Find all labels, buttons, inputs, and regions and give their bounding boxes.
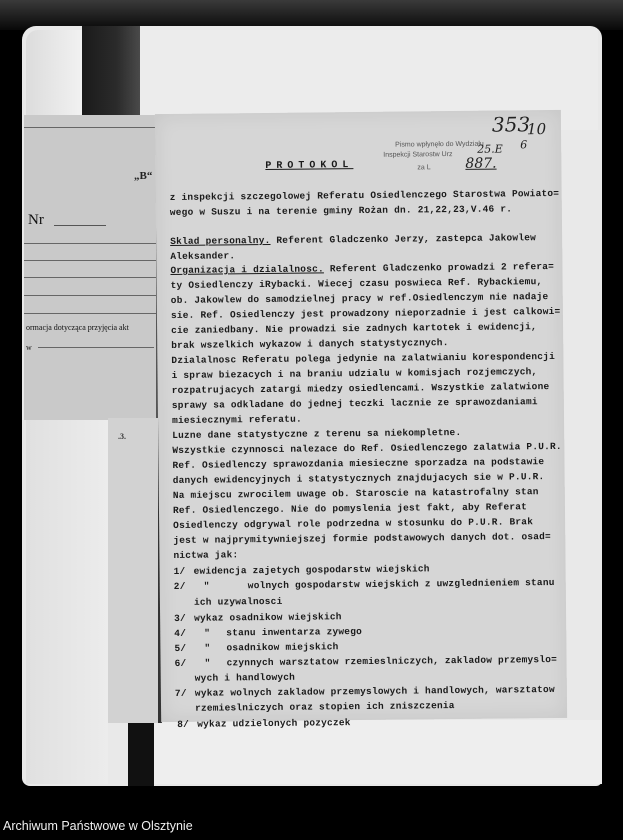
list-item-continuation: wych i handlowych — [194, 671, 296, 684]
list-item-text: osadnikow miejskich — [226, 641, 339, 654]
document-title: PROTOKOL — [265, 160, 354, 172]
list-item-continuation: rzemieslniczych oraz stopien ich zniszczenia — [194, 700, 455, 714]
stamp-line-3: za L — [417, 164, 431, 172]
card-rule — [24, 295, 156, 296]
list-item-number: 4/ — [174, 627, 187, 639]
section-text: Aleksander. — [170, 250, 236, 262]
stamp-date: 25.E — [477, 142, 503, 156]
stamp-line-2: Inspekcji Starostw Urz — [383, 151, 453, 159]
body-line: Ref. Osiedlenczego. Nie do pomyslenia jest fakt, aby Referat — [172, 501, 528, 516]
card-rule — [24, 243, 156, 244]
card-rule — [38, 347, 154, 348]
list-item-number: 3/ — [174, 612, 186, 624]
list-item-ditto: " — [204, 627, 211, 639]
card-rule — [24, 313, 156, 314]
scan-margin-left — [26, 30, 84, 115]
body-line: jest w najprymitywniejszej formie podstawowych danych dot. osad= — [173, 531, 552, 546]
stamp-year: 6 — [520, 138, 528, 152]
body-line: danych ewidencyjnych i statystycznych znajdujacych sie w P.U.R. — [172, 471, 545, 486]
body-line: rozpatrujacych zatargi miedzy osiedlencami. Wszystkie zalatwione — [171, 381, 550, 396]
folio-sub-number: 10 — [526, 120, 547, 139]
card-side-mark: .3. — [118, 432, 126, 441]
list-item-number: 5/ — [174, 642, 187, 654]
body-line: Luzne dane statystyczne z terenu sa niekompletne. — [172, 426, 462, 441]
list-item-ditto: " — [204, 657, 211, 669]
card-nr-label: Nr — [28, 212, 44, 228]
body-line: ty Osiedlenczy iRybacki. Wiecej czasu poswieca Ref. Rybackiemu, — [170, 276, 543, 291]
protocol-document — [155, 110, 567, 730]
list-item-number: 1/ — [173, 565, 186, 577]
body-line: miesiecznymi referatu. — [171, 413, 302, 426]
body-line: brak wszelkich wykazow i danych statystycznych. — [171, 337, 449, 351]
card-rule — [24, 277, 156, 278]
list-item-continuation: ich uzywalnosci — [193, 595, 283, 608]
body-line: cie zaniedbany. Nie prowadzi sie zadnych kartotek i ewidencji, — [171, 321, 537, 336]
body-line: Osiedlenczy odgrywal role podrzedna w stosunku do P.U.R. Brak — [173, 516, 534, 531]
section-text: Referent Gladczenko prowadzi 2 refera= — [323, 260, 555, 275]
card-rule — [24, 127, 156, 128]
intro-line: z inspekcji szczegolowej Referatu Osiedlenczego Starostwa Powiato= — [169, 187, 560, 203]
card-letter: „B“ — [134, 170, 153, 182]
archive-name: Archiwum Państwowe w Olsztynie — [3, 819, 193, 833]
index-card — [24, 115, 160, 420]
body-line: Na miejscu zwrocilem uwage ob. Staroscie na katastrofalny stan — [172, 486, 539, 501]
scan-margin-lower-left — [26, 418, 108, 784]
body-line: ob. Jakowlew do samodzielnej pracy w ref.Osiedlenczym nie nadaje — [170, 291, 549, 306]
intro-line: wego w Suszu i na terenie gminy Rożan dn. 21,22,23,V.46 r. — [169, 203, 513, 218]
card-w-label: w — [26, 343, 32, 352]
section-text: Referent Gladczenko Jerzy, zastepca Jakowlew — [270, 232, 537, 246]
list-item-text: wykaz osadnikow wiejskich — [194, 611, 342, 624]
list-item-text: wykaz wolnych zakladow przemyslowych i handlowych, warsztatow — [194, 683, 555, 699]
list-item-number: 7/ — [174, 687, 187, 699]
list-item-number: 2/ — [173, 580, 186, 592]
section-heading: Organizacja i dzialalnosc. — [170, 263, 324, 276]
list-item-text: stanu inwentarza zywego — [226, 626, 363, 639]
body-line: Ref. Osiedlenczy sprawozdania miesieczne sporzadza na podstawie — [172, 456, 545, 471]
folio-number: 353 — [491, 112, 531, 137]
list-item-text: czynnych warsztatow rzemieslniczych, zakladow przemyslo= — [226, 653, 558, 669]
card-nr-rule — [54, 225, 106, 226]
card-info-label: ormacja dotycząca przyjęcia akt — [26, 323, 129, 332]
list-item-text: wolnych gospodarstw wiejskich z uwzglednieniem stanu — [247, 576, 555, 592]
list-item-text: ewidencja zajetych gospodarstw wiejskich — [193, 563, 430, 577]
list-item-number: 8/ — [177, 718, 190, 730]
body-line: Wszystkie czynnosci nalezace do Ref. Osiedlenczego zalatwia P.U.R. — [172, 440, 562, 456]
list-item-ditto: " — [204, 642, 211, 654]
list-item-number: 6/ — [174, 657, 187, 669]
list-item-ditto: " — [203, 580, 210, 592]
stamp-line-1: Pismo wpłynęło do Wydziału — [395, 140, 484, 149]
body-line: sie. Ref. Osiedlenczy jest prowadzony nieporzadnie i jest calkowi= — [170, 305, 561, 321]
section-heading: Sklad personalny. — [170, 234, 271, 247]
card-rule — [24, 260, 156, 261]
body-line: sprawy sa odkladane do jednej teczki lacznie ze sprawozdaniami — [171, 396, 538, 411]
stamp-number: 887. — [465, 155, 497, 172]
body-line: i spraw biezacych i na braniu udzialu w komisjach rozjemczych, — [171, 366, 538, 381]
folder-edge-bottom — [128, 722, 154, 786]
body-line: Dzialalnosc Referatu polega jedynie na zalatwianiu korespondencji — [171, 350, 556, 366]
scan-blank-bottom — [154, 720, 602, 784]
footer-bar — [0, 806, 623, 840]
body-line: nictwa jak: — [173, 549, 239, 561]
index-card-lower — [108, 418, 162, 723]
list-item-text: wykaz udzielonych pozyczek — [197, 717, 351, 730]
